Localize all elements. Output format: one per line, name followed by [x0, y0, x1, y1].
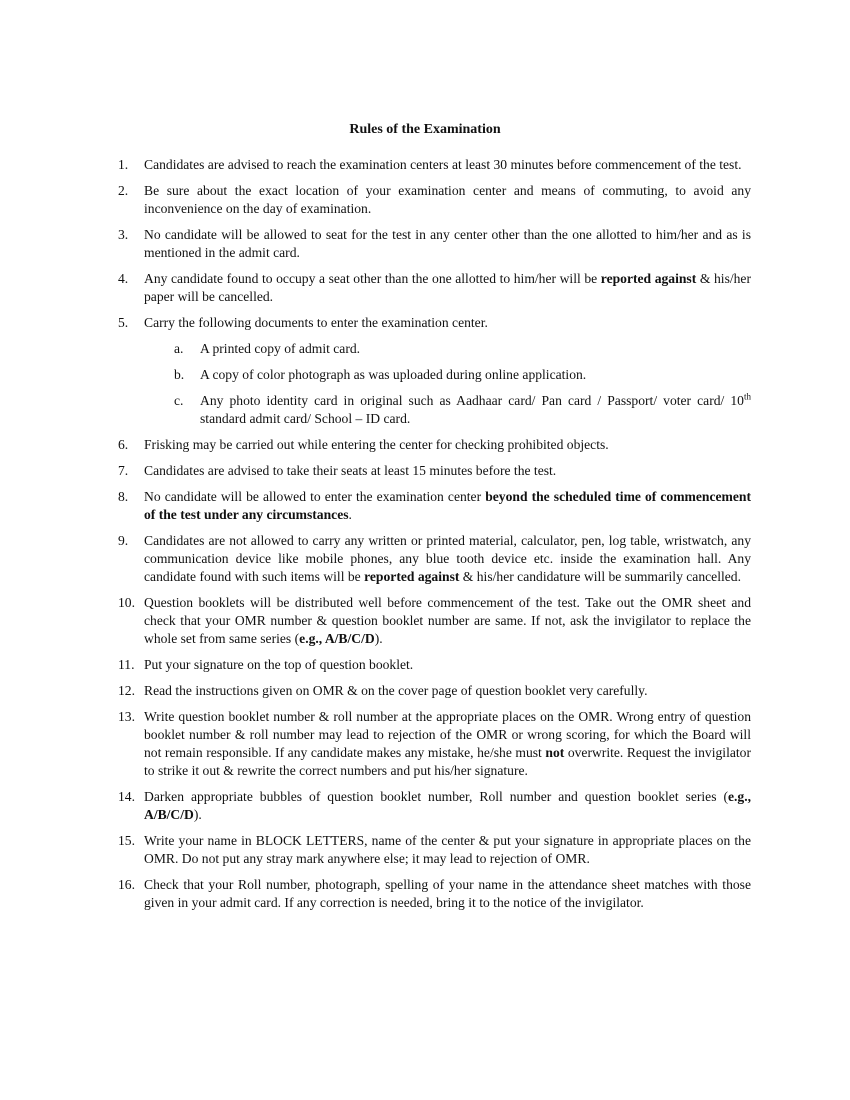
rule-text: Any candidate found to occupy a seat other than the one allotted to him/her will be	[144, 271, 601, 286]
rule-emphasis: reported against	[600, 271, 697, 286]
rule-item	[118, 462, 751, 480]
document-item	[170, 392, 751, 428]
rule-number: 2.	[118, 183, 129, 198]
rule-text: .	[348, 507, 352, 522]
rule-number: 10.	[118, 595, 135, 610]
rule-item	[118, 656, 751, 674]
rule-item	[118, 226, 751, 262]
rule-number: 1.	[118, 157, 129, 172]
document-item	[170, 366, 751, 384]
rule-text: Read the instructions given on OMR & on the cover page of question booklet very carefully.	[144, 683, 648, 698]
rule-text: Candidates are advised to take their seats at least 15 minutes before the test.	[144, 463, 557, 478]
rule-number: 14.	[118, 789, 135, 804]
document-letter: c.	[174, 393, 184, 408]
rule-number: 16.	[118, 877, 135, 892]
document-letter: a.	[174, 341, 184, 356]
rule-item	[118, 488, 751, 524]
documents-list	[144, 340, 751, 428]
superscript: th	[743, 391, 751, 402]
rule-text: Put your signature on the top of question booklet.	[144, 657, 414, 672]
rule-emphasis: beyond the scheduled time of commencement of the test under any circumstances	[144, 489, 751, 522]
rule-item	[118, 532, 751, 586]
rule-text: Candidates are advised to reach the examination centers at least 30 minutes before commencement of the test.	[144, 157, 742, 172]
rule-item	[118, 314, 751, 428]
document-text: Any photo identity card in original such as Aadhaar card/ Pan card / Passport/ voter card/ 10	[200, 393, 744, 408]
rule-number: 4.	[118, 271, 129, 286]
document-letter: b.	[174, 367, 185, 382]
rule-item	[118, 832, 751, 868]
rule-number: 3.	[118, 227, 129, 242]
rule-text: Be sure about the exact location of your examination center and means of commuting, to avoid any inconvenience on the day of examination.	[144, 183, 751, 216]
rule-text: Check that your Roll number, photograph, spelling of your name in the attendance sheet matches with those given in your admit card. If any correction is needed, bring it to the notice of the invigilator.	[144, 877, 751, 910]
document-text: A copy of color photograph as was uploaded during online application.	[200, 367, 587, 382]
rule-item	[118, 182, 751, 218]
rule-text: No candidate will be allowed to enter the examination center	[144, 489, 486, 504]
rule-text: Write your name in BLOCK LETTERS, name of the center & put your signature in appropriate places on the OMR. Do not put any stray mark anywhere else; it may lead to rejection of OMR.	[144, 833, 751, 866]
rule-number: 6.	[118, 437, 129, 452]
rule-item	[118, 682, 751, 700]
rule-item	[118, 594, 751, 648]
rule-text: Carry the following documents to enter the examination center.	[144, 315, 488, 330]
rule-text: ).	[374, 631, 383, 646]
rule-number: 7.	[118, 463, 129, 478]
rule-text: & his/her candidature will be summarily cancelled.	[459, 569, 741, 584]
document-item	[170, 340, 751, 358]
document-text: standard admit card/ School – ID card.	[200, 411, 411, 426]
rule-number: 15.	[118, 833, 135, 848]
rule-number: 11.	[118, 657, 135, 672]
rule-number: 9.	[118, 533, 129, 548]
rule-text: Write question booklet number & roll number at the appropriate places on the OMR. Wrong entry of question booklet number & roll number may lead to rejection of the OMR or wrong scoring, for which the Board will not remain responsible. If any candidate makes any mistake, he/she must	[144, 709, 751, 760]
rule-text: Candidates are not allowed to carry any written or printed material, calculator, pen, log table, wristwatch, any communication device like mobile phones, any blue tooth device etc. inside the examination hall. Any candidate found with such items will be	[144, 533, 751, 584]
rule-item	[118, 788, 751, 824]
rule-number: 13.	[118, 709, 135, 724]
page-title: Rules of the Examination	[349, 122, 501, 137]
rule-emphasis: e.g., A/B/C/D	[299, 631, 375, 646]
rule-text: overwrite. Request the invigilator to strike it out & rewrite the correct numbers and put his/her signature.	[144, 745, 751, 778]
rule-text: Darken appropriate bubbles of question booklet number, Roll number and question booklet series (	[144, 789, 728, 804]
rule-number: 12.	[118, 683, 135, 698]
rule-item	[118, 876, 751, 912]
document-text: A printed copy of admit card.	[200, 341, 361, 356]
rule-emphasis: reported against	[364, 569, 460, 584]
rule-item	[118, 436, 751, 454]
rule-text: Frisking may be carried out while entering the center for checking prohibited objects.	[144, 437, 609, 452]
rule-text: ).	[193, 807, 202, 822]
rule-emphasis: e.g., A/B/C/D	[144, 789, 751, 822]
rule-number: 8.	[118, 489, 129, 504]
rule-text: & his/her paper will be cancelled.	[144, 271, 751, 304]
rule-item	[118, 156, 751, 174]
rule-emphasis: not	[545, 745, 565, 760]
rule-number: 5.	[118, 315, 129, 330]
rule-item	[118, 270, 751, 306]
rule-text: Question booklets will be distributed well before commencement of the test. Take out the OMR sheet and check that your OMR number & question booklet number are same. If not, ask the invigilator to replace the whole set from same series (	[144, 595, 751, 646]
rule-item	[118, 708, 751, 780]
rules-list	[118, 156, 751, 920]
rule-text: No candidate will be allowed to seat for the test in any center other than the one allotted to him/her and as is mentioned in the admit card.	[144, 227, 751, 260]
